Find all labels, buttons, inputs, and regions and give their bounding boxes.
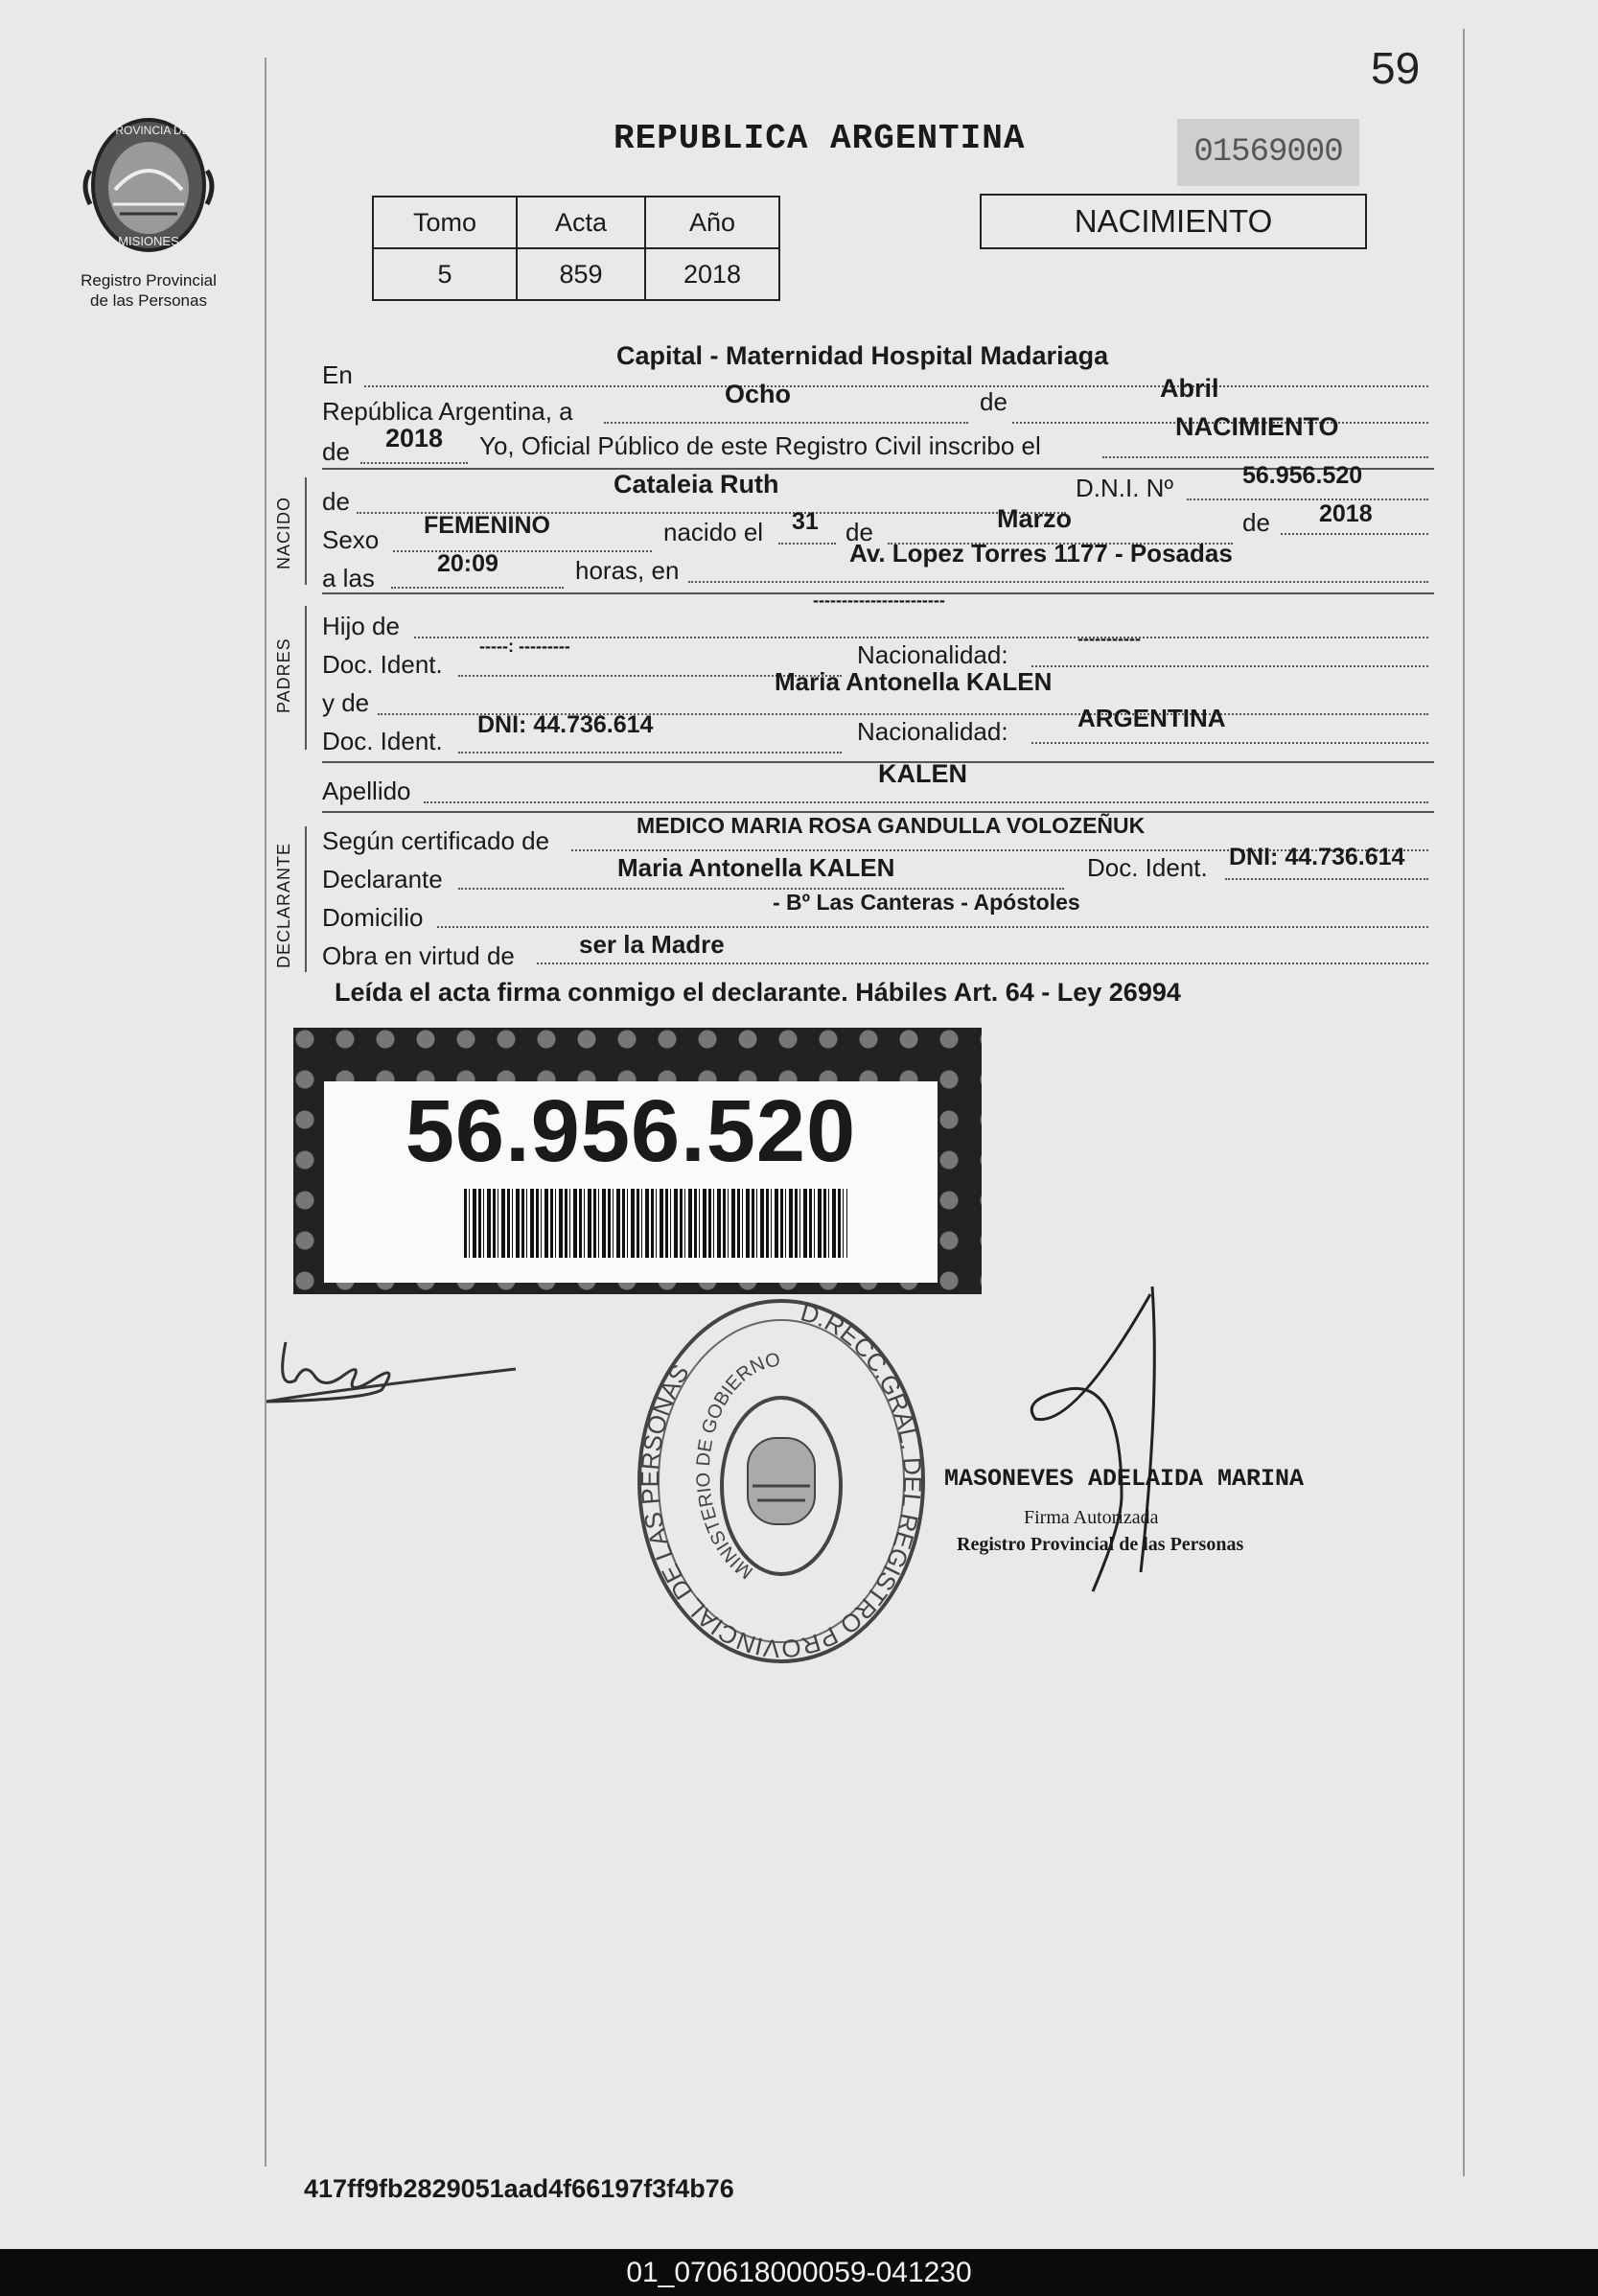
dotted-line [393,550,652,552]
field-nac-anio: 2018 [1319,500,1373,527]
dni-sticker-number: 56.956.520 [405,1082,857,1180]
field-apellido: KALEN [878,759,967,788]
stamp-outer-text: D.RECC.GRAL. DEL REGISTRO PROVINCIAL DE LAS PERSONAS [635,1297,928,1664]
field-padre: ----------------------- [813,591,945,610]
field-tipo: NACIMIENTO [1175,412,1339,441]
dotted-line [364,385,1428,387]
label-nacionalidad-madre: Nacionalidad: [857,717,1008,746]
dotted-line [1031,742,1428,744]
document-hash: 417ff9fb2829051aad4f66197f3f4b76 [304,2174,734,2203]
section-bracket [305,606,307,750]
record-type-box: NACIMIENTO [980,194,1367,249]
tomo-label: Tomo [373,197,517,248]
field-nac-mes: Marzo [997,504,1073,533]
registry-label [58,270,240,311]
stamp-inner-text: MINISTERIO DE GOBIERNO [692,1349,782,1584]
field-certificado: MEDICO MARIA ROSA GANDULLA VOLOZEÑUK [637,813,1146,838]
label-dni: D.N.I. Nº [1076,474,1173,502]
side-label-padres: PADRES [274,638,293,713]
field-dni: 56.956.520 [1242,462,1363,489]
registry-line2: de las Personas [90,291,207,310]
dotted-line [778,543,836,545]
logo-bottom-text: MISIONES [118,234,179,248]
field-dia: Ocho [725,380,792,408]
side-label-declarante: DECLARANTE [274,842,293,968]
field-anio: 2018 [385,424,444,452]
label-obra-virtud: Obra en virtud de [322,941,515,970]
dotted-line [1031,665,1428,667]
left-margin-line [265,58,266,2167]
dotted-line [537,962,1428,964]
tomo-value: 5 [373,248,517,300]
label-doc-ident-declarante: Doc. Ident. [1087,853,1208,882]
field-nombre: Cataleia Ruth [614,470,779,499]
label-yo: Yo, Oficial Público de este Registro Civil inscribo el [479,431,1041,460]
label-doc-ident-padre: Doc. Ident. [322,650,443,679]
anio-label: Año [645,197,779,248]
dotted-line [1187,499,1428,500]
file-id: 01_070618000059-041230 [626,2257,972,2288]
dotted-line [1281,533,1428,535]
dotted-line [437,926,1428,928]
page-number: 59 [1371,43,1421,93]
dotted-line [604,422,968,424]
label-doc-ident-madre: Doc. Ident. [322,727,443,755]
field-padre-nac: ----------- [1077,629,1141,648]
dotted-line [360,462,468,464]
dotted-line [424,801,1428,803]
dotted-line [1102,456,1428,458]
label-y-de: y de [322,688,370,717]
dni-barcode [464,1189,847,1258]
label-republica: República Argentina, a [322,397,573,426]
field-virtud: ser la Madre [579,930,725,959]
section-bracket [305,826,307,972]
field-padre-doc: -----: --------- [479,637,570,656]
label-apellido: Apellido [322,777,411,805]
acta-value: 859 [517,248,645,300]
field-lugar: Capital - Maternidad Hospital Madariaga [616,341,1109,370]
label-nacido-el: nacido el [663,518,764,546]
right-margin-line [1463,29,1465,2176]
dotted-line [391,587,564,589]
document-title: REPUBLICA ARGENTINA [614,119,1026,158]
acta-label: Acta [517,197,645,248]
field-madre-nac: ARGENTINA [1077,704,1226,732]
label-horas-en: horas, en [575,556,680,585]
label-de2: de [322,437,350,466]
official-stamp [633,1294,930,1673]
dotted-line [1225,878,1428,880]
section-bracket [305,477,307,585]
field-declarante: Maria Antonella KALEN [617,853,895,882]
logo-top-text: PROVINCIA DE [107,124,190,137]
label-sexo: Sexo [322,525,380,554]
anio-value: 2018 [645,248,779,300]
authorized-signature [1016,1285,1189,1606]
label-de: de [980,387,1007,416]
label-de-mes: de [845,518,873,546]
label-de-nombre: de [322,487,350,516]
field-madre-doc: DNI: 44.736.614 [477,711,654,738]
label-declarante: Declarante [322,865,443,893]
label-en: En [322,360,353,389]
closing-statement: Leída el acta firma conmigo el declarante. Hábiles Art. 64 - Ley 26994 [335,978,1181,1007]
field-direccion: Av. Lopez Torres 1177 - Posadas [849,539,1233,568]
label-hijo-de: Hijo de [322,612,400,640]
label-de-anio: de [1242,508,1270,537]
label-nacionalidad-padre: Nacionalidad: [857,640,1008,669]
province-logo [77,113,220,257]
tomo-acta-table [372,196,780,301]
registry-line1: Registro Provincial [81,271,217,290]
field-nac-dia: 31 [792,508,819,535]
field-declarante-doc: DNI: 44.736.614 [1229,844,1405,870]
field-sexo: FEMENINO [424,512,550,539]
dotted-line [458,752,842,754]
field-hora: 20:09 [437,550,498,577]
signer-role: Firma Autorizada [1024,1507,1159,1528]
official-initials-signature [257,1323,525,1424]
label-domicilio: Domicilio [322,903,424,932]
field-domicilio: - Bº Las Canteras - Apóstoles [773,890,1080,915]
signer-name: MASONEVES ADELAIDA MARINA [944,1465,1305,1493]
dotted-line [688,581,1428,583]
field-madre: Maria Antonella KALEN [775,667,1053,696]
label-a-las: a las [322,564,375,592]
signer-registry: Registro Provincial de las Personas [957,1534,1244,1555]
serial-number: 01569000 [1177,119,1359,186]
side-label-nacido: NACIDO [274,496,293,569]
field-mes: Abril [1160,374,1219,403]
label-segun-certificado: Según certificado de [322,826,550,855]
